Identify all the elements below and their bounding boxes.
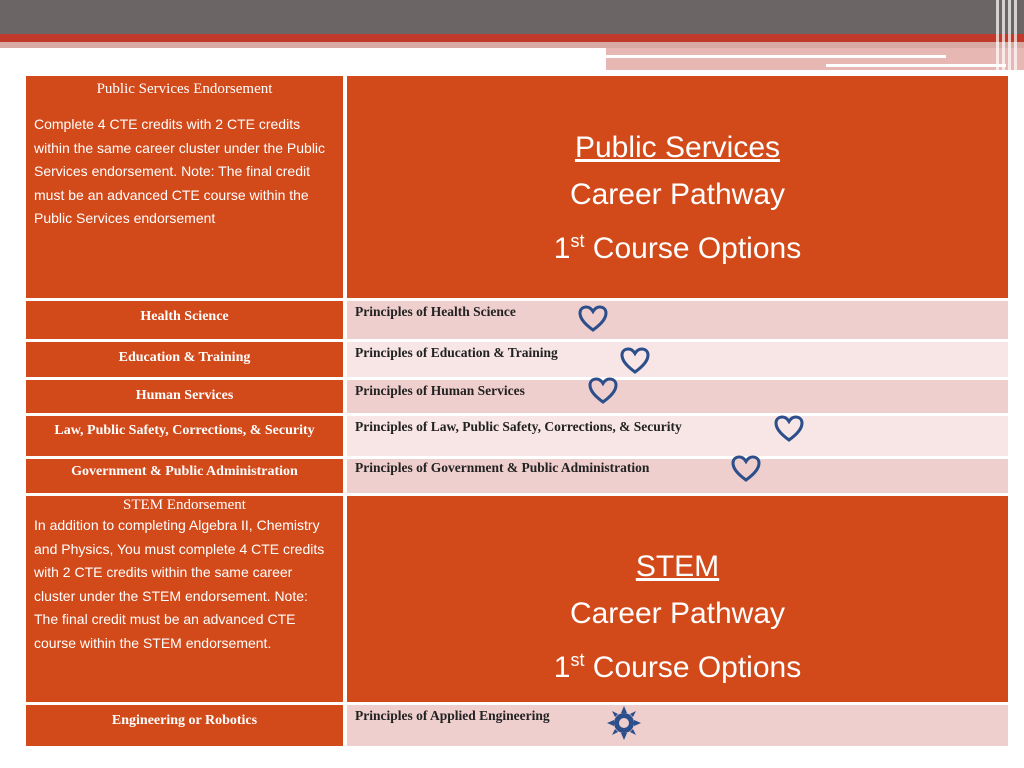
- stem-endorsement-cell: [26, 496, 345, 702]
- pathway-title: STEM: [635, 550, 720, 583]
- header-line: [826, 64, 1006, 67]
- endorsement-text: Complete 4 CTE credits with 2 CTE credits within the same career cluster under the Public Services endorsement. Note: The final credit must be an advanced CTE course within the Public Services endorsement: [34, 116, 326, 226]
- header-band-dark: [0, 0, 1024, 34]
- heart-icon: [620, 347, 650, 375]
- course-options-heading: 1st Course Options: [553, 231, 802, 265]
- cluster-label: Health Science: [140, 309, 229, 324]
- course-options-heading: 1st Course Options: [553, 650, 802, 684]
- cluster-label: Human Services: [135, 388, 234, 403]
- heart-icon: [578, 305, 608, 333]
- course-label: Principles of Government & Public Administration: [355, 460, 650, 475]
- cluster-label: Law, Public Safety, Corrections, & Security: [54, 423, 315, 438]
- pathway-subtitle: Career Pathway: [569, 178, 786, 211]
- endorsement-text: In addition to completing Algebra II, Chemistry and Physics, You must complete 4 CTE credits with 2 CTE credits within the same career cluster under the STEM endorsement. Note: The final credit must be an advanced CTE course within the STEM endorsement.: [34, 517, 325, 651]
- public-services-header-row: [26, 76, 1008, 298]
- header-band-red: [0, 34, 1024, 42]
- endorsement-title: Public Services Endorsement: [96, 81, 273, 97]
- public-services-pathway-cell: [347, 76, 1008, 298]
- endorsement-title: STEM Endorsement: [123, 497, 246, 513]
- table-row: [26, 459, 1008, 493]
- course-label: Principles of Education & Training: [355, 345, 558, 360]
- heart-icon: [774, 415, 804, 443]
- table-row: [26, 416, 1008, 456]
- table-row: [26, 342, 1008, 377]
- course-label: Principles of Law, Public Safety, Corrections, & Security: [355, 419, 682, 434]
- course-label: Principles of Applied Engineering: [355, 708, 550, 723]
- heart-icon: [731, 455, 761, 483]
- stem-pathway-cell: [347, 496, 1008, 702]
- pathway-title: Public Services: [574, 131, 781, 164]
- pathway-subtitle: Career Pathway: [569, 597, 786, 630]
- course-label: Principles of Health Science: [355, 304, 516, 319]
- stem-header-row: [26, 496, 1008, 702]
- heart-icon: [588, 377, 618, 405]
- cluster-label: Engineering or Robotics: [111, 713, 258, 728]
- table-row: [26, 380, 1008, 413]
- header-stripes: [994, 0, 1024, 70]
- course-label: Principles of Human Services: [355, 383, 525, 398]
- table-row: [26, 301, 1008, 339]
- public-services-endorsement-cell: [26, 76, 345, 298]
- cluster-label: Government & Public Administration: [71, 464, 298, 479]
- header-line: [606, 55, 946, 58]
- gear-icon: [606, 705, 642, 741]
- cluster-label: Education & Training: [118, 350, 251, 365]
- table-row: [26, 705, 1008, 746]
